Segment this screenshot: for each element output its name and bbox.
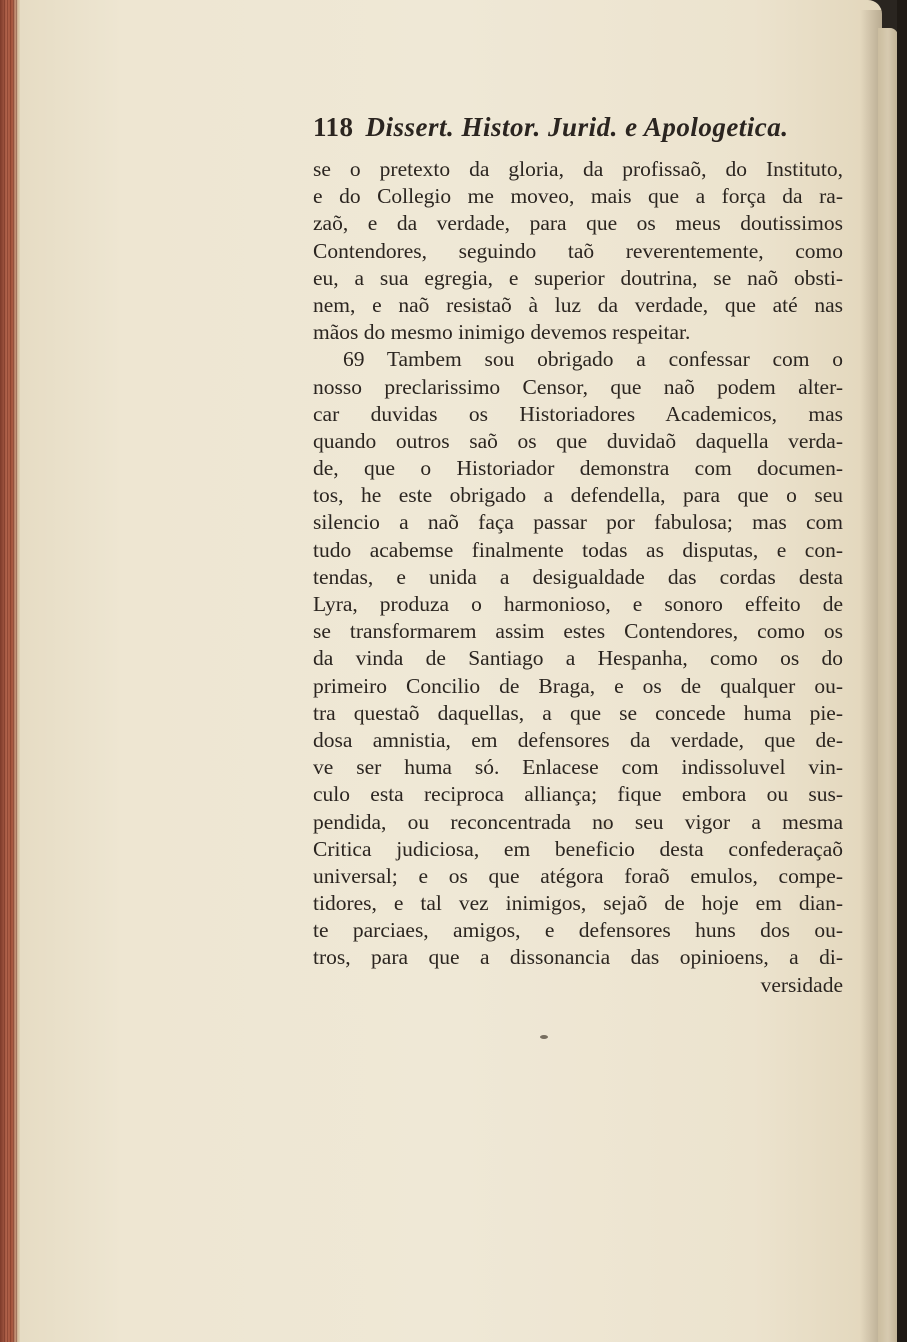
running-title: Dissert. Histor. Jurid. e Apologetica. <box>365 112 789 142</box>
text-line: car duvidas os Historiadores Academicos, mas <box>313 401 843 426</box>
text-line: nem, e naõ resistaõ à luz da verdade, que até nas <box>313 292 843 317</box>
page-header <box>313 112 843 156</box>
text-line: da vinda de Santiago a Hespanha, como os do <box>313 646 843 671</box>
text-line: e do Collegio me moveo, mais que a força da ra- <box>313 184 843 209</box>
text-line: nosso preclarissimo Censor, que naõ podem alter- <box>313 374 843 399</box>
text-line: universal; e os que atégora foraõ emulos, compe- <box>313 863 843 888</box>
ink-mark <box>540 1035 548 1039</box>
text-line: ve ser huma só. Enlacese com indissoluvel vin- <box>313 755 843 780</box>
text-line: de, que o Historiador demonstra com documen- <box>313 456 843 481</box>
text-line: Critica judiciosa, em beneficio desta confederaçaõ <box>313 836 843 861</box>
text-line: mãos do mesmo inimigo devemos respeitar. <box>313 320 691 345</box>
text-line: culo esta reciproca alliança; fique embora ou sus- <box>313 782 843 807</box>
text-line: tros, para que a dissonancia das opinioens, a di- <box>313 945 843 970</box>
text-line: dosa amnistia, em defensores da verdade, que de- <box>313 727 843 752</box>
text-line: te parciaes, amigos, e defensores huns dos ou- <box>313 918 843 943</box>
page-number: 118 <box>313 112 354 142</box>
paragraph-start-line: 69 Tambem sou obrigado a confessar com o <box>343 347 843 372</box>
text-line: primeiro Concilio de Braga, e os de qualquer ou- <box>313 673 843 698</box>
text-line: Contendores, seguindo taõ reverentemente, como <box>313 238 843 263</box>
text-line: tra questaõ daquellas, a que se concede huma pie- <box>313 700 843 725</box>
text-line: silencio a naõ faça passar por fabulosa; mas com <box>313 510 843 535</box>
text-line: se o pretexto da gloria, da profissaõ, do Instituto, <box>313 157 843 181</box>
text-line: eu, a sua egregia, e superior doutrina, se naõ obsti- <box>313 265 843 290</box>
text-line: tendas, e unida a desigualdade das cordas desta <box>313 564 843 589</box>
text-line: pendida, ou reconcentrada no seu vigor a mesma <box>313 809 843 834</box>
text-line: Lyra, produza o harmonioso, e sonoro effeito de <box>313 592 843 616</box>
text-line: tudo acabemse finalmente todas as disputas, e con- <box>313 537 843 562</box>
text-line: se transformarem assim estes Contendores, como os <box>313 619 843 644</box>
page-text-block <box>313 112 843 999</box>
catchword: versidade <box>760 972 843 997</box>
scan-background-edge <box>897 0 907 1342</box>
text-line: tos, he este obrigado a defendella, para que o seu <box>313 483 843 508</box>
spine-texture <box>4 0 18 1342</box>
book-spine-edge <box>0 0 22 1342</box>
next-page-edge <box>878 28 898 1342</box>
text-line: zaõ, e da verdade, para que os meus doutissimos <box>313 211 843 236</box>
text-line: quando outros saõ os que duvidaõ daquella verda- <box>313 428 843 453</box>
text-line: tidores, e tal vez inimigos, sejaõ de hoje em dian- <box>313 891 843 916</box>
